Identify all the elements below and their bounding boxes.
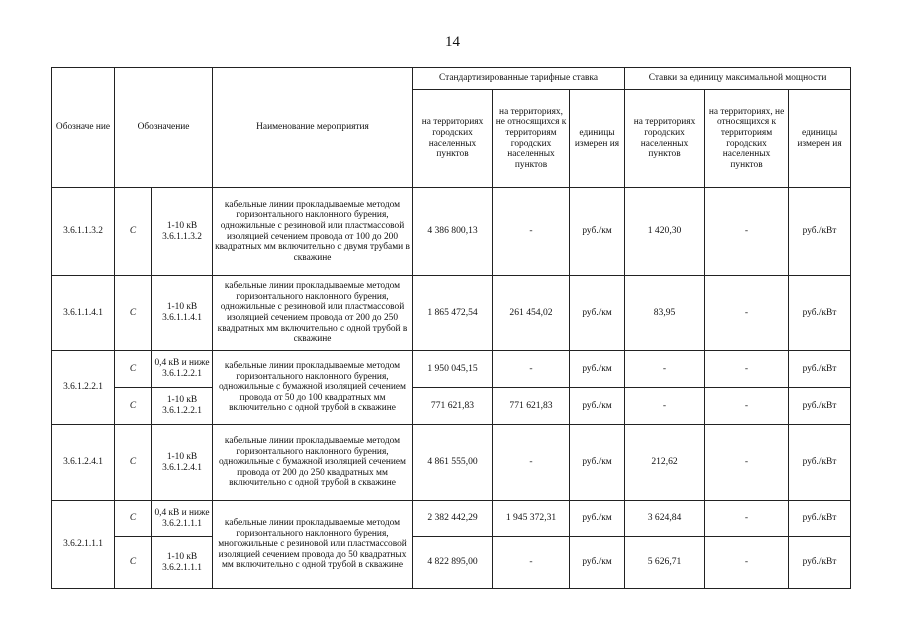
header-power-unit: единицы измерен ия bbox=[789, 90, 851, 188]
tariff-table bbox=[51, 67, 851, 589]
table-row bbox=[52, 537, 851, 589]
row-std-unit: руб./км bbox=[570, 501, 625, 537]
row-std-urban: 4 386 800,13 bbox=[413, 188, 493, 276]
row-power-urban: 212,62 bbox=[625, 425, 705, 501]
row-designation: 1-10 кВ 3.6.2.1.1.1 bbox=[152, 537, 213, 589]
row-std-unit: руб./км bbox=[570, 537, 625, 589]
header-designation: Обозначение bbox=[115, 68, 213, 188]
row-power-urban: 3 624,84 bbox=[625, 501, 705, 537]
table-row bbox=[52, 351, 851, 388]
table-row bbox=[52, 276, 851, 351]
row-designation: 1-10 кВ 3.6.1.1.4.1 bbox=[152, 276, 213, 351]
row-letter: С bbox=[115, 501, 152, 537]
row-power-unit: руб./кВт bbox=[789, 188, 851, 276]
header-power-urban: на территориях городских населенных пунктов bbox=[625, 90, 705, 188]
row-power-nonurban: - bbox=[705, 188, 789, 276]
row-power-unit: руб./кВт bbox=[789, 388, 851, 425]
row-std-nonurban: 771 621,83 bbox=[493, 388, 570, 425]
header-std-unit: единицы измерен ия bbox=[570, 90, 625, 188]
row-std-urban: 4 822 895,00 bbox=[413, 537, 493, 589]
row-power-nonurban: - bbox=[705, 351, 789, 388]
row-letter: С bbox=[115, 388, 152, 425]
table-row bbox=[52, 188, 851, 276]
row-code: 3.6.1.2.4.1 bbox=[52, 425, 115, 501]
row-power-urban: 1 420,30 bbox=[625, 188, 705, 276]
row-std-nonurban: - bbox=[493, 425, 570, 501]
row-std-urban: 1 950 045,15 bbox=[413, 351, 493, 388]
row-power-urban: 83,95 bbox=[625, 276, 705, 351]
row-name: кабельные линии прокладываемые методом горизонтального наклонного бурения, многожильные с резиновой или пластмассовой изоляцией сечением провода до 50 квадратных мм включительно с одной трубой в скважине bbox=[213, 501, 413, 589]
row-std-nonurban: - bbox=[493, 537, 570, 589]
row-power-nonurban: - bbox=[705, 537, 789, 589]
row-std-nonurban: 261 454,02 bbox=[493, 276, 570, 351]
header-power-group: Ставки за единицу максимальной мощности bbox=[625, 68, 851, 90]
row-std-unit: руб./км bbox=[570, 351, 625, 388]
header-std-urban: на территориях городских населенных пунктов bbox=[413, 90, 493, 188]
row-power-unit: руб./кВт bbox=[789, 425, 851, 501]
row-std-urban: 771 621,83 bbox=[413, 388, 493, 425]
row-name: кабельные линии прокладываемые методом горизонтального наклонного бурения, одножильные с резиновой или пластмассовой изоляцией сечением провода от 100 до 200 квадратных мм включительно с двумя трубами в скважине bbox=[213, 188, 413, 276]
row-letter: С bbox=[115, 188, 152, 276]
row-name: кабельные линии прокладываемые методом горизонтального наклонного бурения, одножильные с резиновой или пластмассовой изоляцией сечением провода от 200 до 250 квадратных мм включительно с одной трубой в скважине bbox=[213, 276, 413, 351]
table-row bbox=[52, 388, 851, 425]
row-std-urban: 1 865 472,54 bbox=[413, 276, 493, 351]
row-code: 3.6.1.2.2.1 bbox=[52, 351, 115, 425]
row-letter: С bbox=[115, 537, 152, 589]
row-power-unit: руб./кВт bbox=[789, 351, 851, 388]
row-code: 3.6.1.1.3.2 bbox=[52, 188, 115, 276]
row-power-nonurban: - bbox=[705, 388, 789, 425]
row-std-unit: руб./км bbox=[570, 425, 625, 501]
row-std-unit: руб./км bbox=[570, 388, 625, 425]
row-letter: С bbox=[115, 276, 152, 351]
row-designation: 1-10 кВ 3.6.1.1.3.2 bbox=[152, 188, 213, 276]
header-std-nonurban: на территориях, не относящихся к территориям городских населенных пунктов bbox=[493, 90, 570, 188]
row-std-nonurban: 1 945 372,31 bbox=[493, 501, 570, 537]
row-std-nonurban: - bbox=[493, 351, 570, 388]
row-designation: 0,4 кВ и ниже 3.6.2.1.1.1 bbox=[152, 501, 213, 537]
row-std-nonurban: - bbox=[493, 188, 570, 276]
row-code: 3.6.2.1.1.1 bbox=[52, 501, 115, 589]
row-letter: С bbox=[115, 425, 152, 501]
page-number: 14 bbox=[445, 34, 460, 50]
header-name: Наименование мероприятия bbox=[213, 68, 413, 188]
table-row bbox=[52, 425, 851, 501]
row-power-nonurban: - bbox=[705, 425, 789, 501]
header-power-nonurban: на территориях, не относящихся к территориям городских населенных пунктов bbox=[705, 90, 789, 188]
row-std-unit: руб./км bbox=[570, 276, 625, 351]
row-power-unit: руб./кВт bbox=[789, 276, 851, 351]
row-designation: 1-10 кВ 3.6.1.2.4.1 bbox=[152, 425, 213, 501]
row-power-unit: руб./кВт bbox=[789, 537, 851, 589]
table-row bbox=[52, 501, 851, 537]
row-name: кабельные линии прокладываемые методом горизонтального наклонного бурения, одножильные с бумажной изоляцией сечением провода от 200 до 250 квадратных мм включительно с одной трубой в скважине bbox=[213, 425, 413, 501]
row-code: 3.6.1.1.4.1 bbox=[52, 276, 115, 351]
header-std-group: Стандартизированные тарифные ставка bbox=[413, 68, 625, 90]
row-letter: С bbox=[115, 351, 152, 388]
row-power-urban: - bbox=[625, 388, 705, 425]
row-power-unit: руб./кВт bbox=[789, 501, 851, 537]
row-designation: 0,4 кВ и ниже 3.6.1.2.2.1 bbox=[152, 351, 213, 388]
row-std-urban: 4 861 555,00 bbox=[413, 425, 493, 501]
row-name: кабельные линии прокладываемые методом горизонтального наклонного бурения, одножильные с бумажной изоляцией сечением провода от 50 до 100 квадратных мм включительно с одной трубой в скважине bbox=[213, 351, 413, 425]
row-power-nonurban: - bbox=[705, 276, 789, 351]
row-power-urban: 5 626,71 bbox=[625, 537, 705, 589]
header-code: Обозначе ние bbox=[52, 68, 115, 188]
row-std-unit: руб./км bbox=[570, 188, 625, 276]
row-designation: 1-10 кВ 3.6.1.2.2.1 bbox=[152, 388, 213, 425]
row-power-urban: - bbox=[625, 351, 705, 388]
row-std-urban: 2 382 442,29 bbox=[413, 501, 493, 537]
row-power-nonurban: - bbox=[705, 501, 789, 537]
